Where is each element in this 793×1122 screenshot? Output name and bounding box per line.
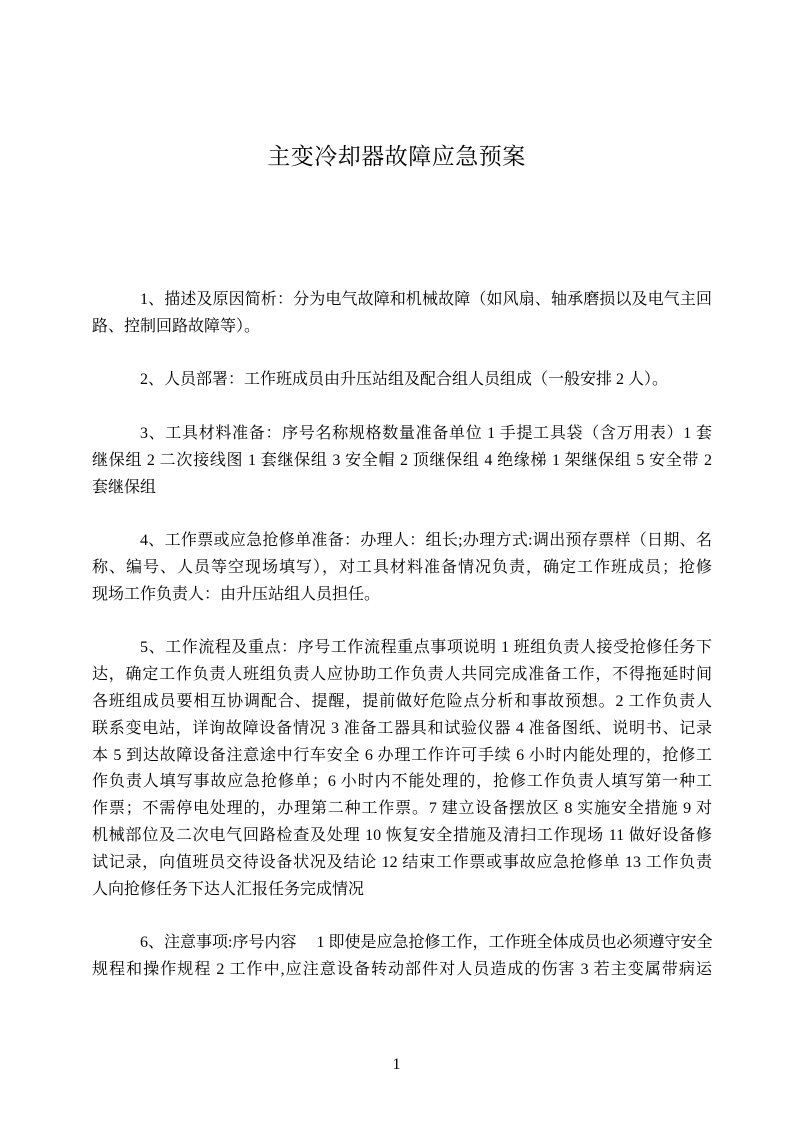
- section-3-line-1: 3、工具材料准备：序号名称规格数量准备单位 1 手提工具袋（含万用表）1 套: [140, 424, 712, 442]
- section-5-line-10: 人向抢修任务下达人汇报任务完成情况: [92, 880, 365, 898]
- section-5-line-9: 试记录，向值班员交待设备状况及结论 12 结束工作票或事故应急抢修单 13 工作负责: [92, 853, 712, 871]
- page-number: 1: [392, 1056, 401, 1073]
- section-4-line-3: 现场工作负责人：由升压站组人员担任。: [92, 585, 381, 603]
- section-4-line-1: 4、工作票或应急抢修单准备：办理人：组长;办理方式:调出预存票样（日期、名: [140, 532, 712, 550]
- section-6: [92, 930, 712, 984]
- section-1-line-1: 1、描述及原因简析：分为电气故障和机械故障（如风扇、轴承磨损以及电气主回: [140, 291, 712, 308]
- section-5-line-6: 作负责人填写事故应急抢修单；6 小时内不能处理的，抢修工作负责人填写第一种工: [92, 773, 712, 791]
- section-5-line-1: 5、工作流程及重点：序号工作流程重点事项说明 1 班组负责人接受抢修任务下: [140, 639, 712, 657]
- section-6-line-2: 规程和操作规程 2 工作中,应注意设备转动部件对人员造成的伤害 3 若主变属带病运: [92, 960, 712, 978]
- section-5-line-2: 达，确定工作负责人班组负责人应协助工作负责人共同完成准备工作，不得拖延时间: [92, 666, 712, 684]
- section-2: [92, 367, 712, 394]
- section-1-line-2: 路、控制回路故障等）。: [92, 317, 261, 335]
- section-3: [92, 421, 712, 501]
- section-3-line-2: 继保组 2 二次接线图 1 套继保组 3 安全帽 2 顶继保组 4 绝缘梯 1 架继保组 5 安全带 2: [92, 451, 712, 469]
- section-1: [92, 287, 712, 341]
- document-body: [92, 287, 712, 1011]
- section-2-line-1: 2、人员部署：工作班成员由升压站组及配合组人员组成（一般安排 2 人）。: [140, 371, 669, 389]
- section-4: [92, 528, 712, 608]
- section-6-line-1: 6、注意事项:序号内容 1 即使是应急抢修工作，工作班全体成员也必须遵守安全: [140, 934, 713, 952]
- section-5-line-5: 本 5 到达故障设备注意途中行车安全 6 办理工作许可手续 6 小时内能处理的，抢修工: [92, 746, 712, 764]
- document-title: 主变冷却器故障应急预案: [267, 144, 526, 170]
- section-5: [92, 635, 712, 903]
- section-5-line-3: 各班组成员要相互协调配合、提醒，提前做好危险点分析和事故预想。2 工作负责人: [92, 692, 712, 710]
- section-5-line-4: 联系变电站，详询故障设备情况 3 准备工器具和试验仪器 4 准备图纸、说明书、记录: [92, 719, 712, 737]
- section-5-line-8: 机械部位及二次电气回路检查及处理 10 恢复安全措施及清扫工作现场 11 做好设备修: [92, 826, 712, 844]
- section-4-line-2: 称、编号、人员等空现场填写），对工具材料准备情况负责，确定工作班成员；抢修: [92, 558, 712, 576]
- section-5-line-7: 作票；不需停电处理的，办理第二种工作票。7 建立设备摆放区 8 实施安全措施 9 对: [92, 800, 712, 818]
- section-3-line-3: 套继保组: [92, 478, 157, 496]
